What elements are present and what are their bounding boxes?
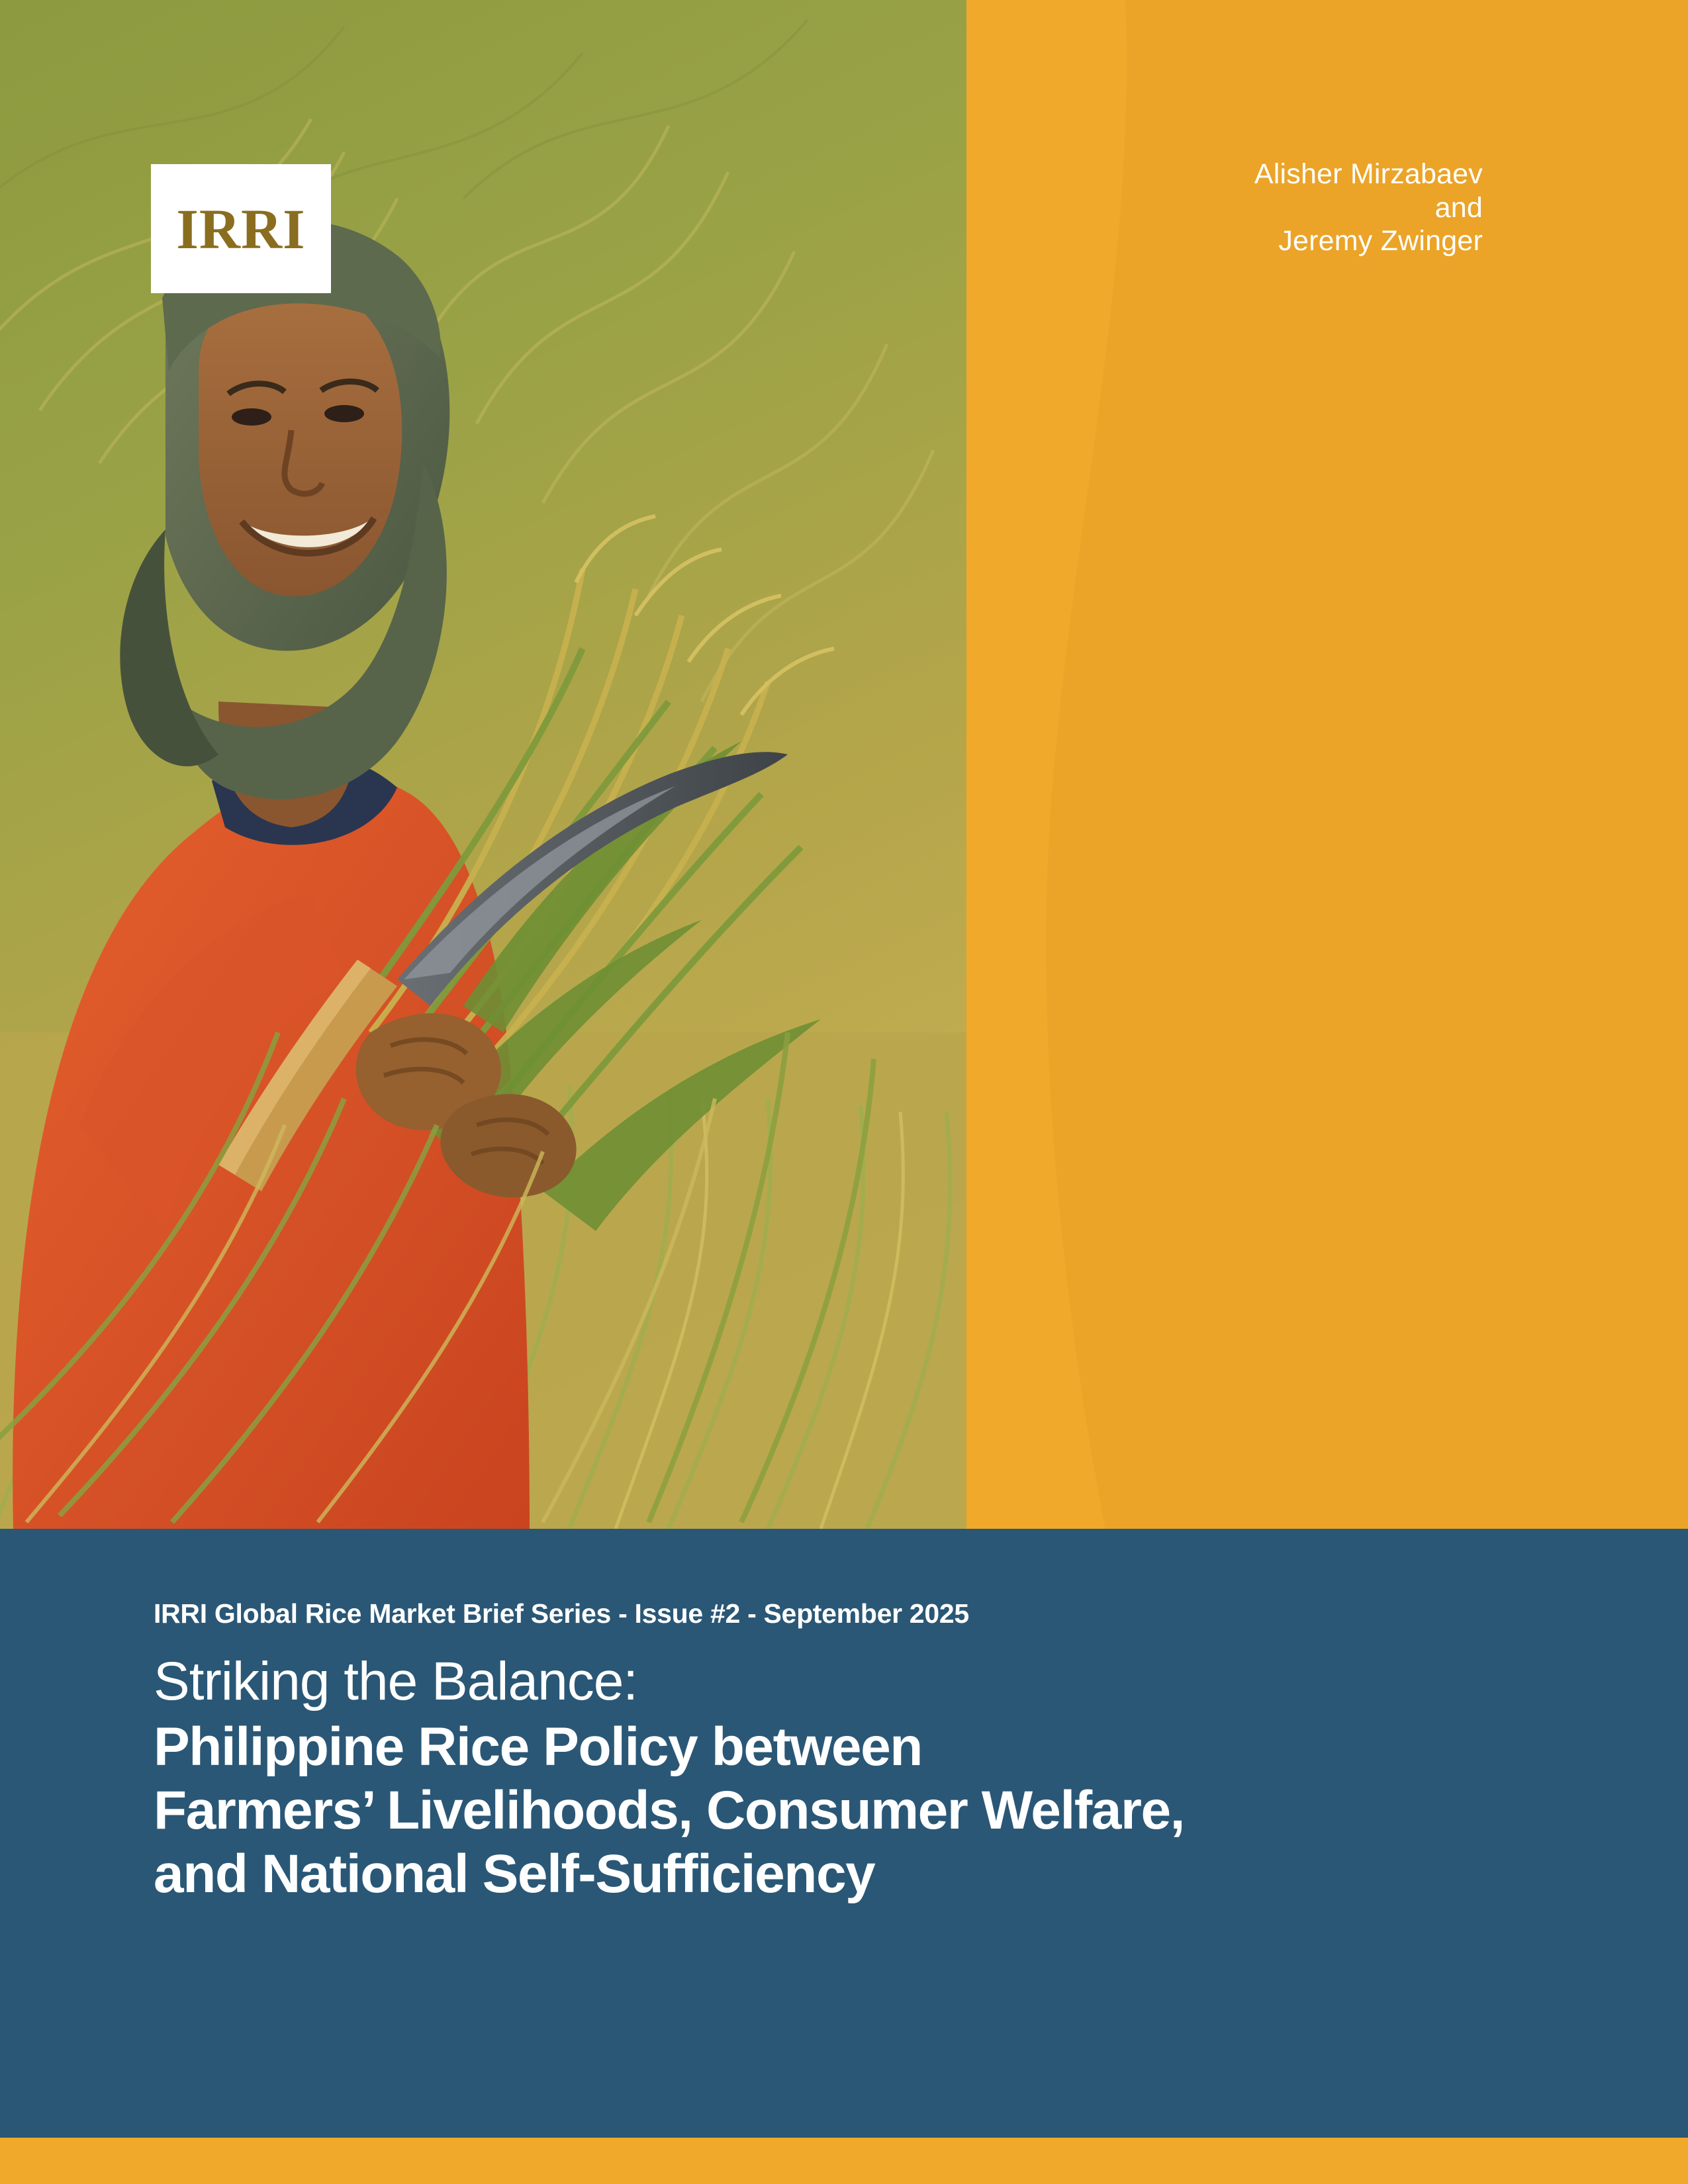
irri-logo <box>151 164 331 293</box>
footer-accent-strip <box>0 2138 1688 2184</box>
title-line-3: and National Self-Sufficiency <box>154 1843 875 1904</box>
title-line-subtitle: Striking the Balance: <box>154 1651 638 1711</box>
author-conjunction: and <box>1434 191 1483 224</box>
author-name-primary: Alisher Mirzabaev <box>1254 158 1483 190</box>
irri-logo-text: IRRI <box>176 197 306 261</box>
author-name-secondary: Jeremy Zwinger <box>1278 225 1483 257</box>
author-block <box>1254 158 1483 258</box>
farmer-photo <box>0 0 966 1529</box>
title-line-2: Farmers’ Livelihoods, Consumer Welfare, <box>154 1780 1185 1841</box>
cover-photo-container <box>0 0 966 1529</box>
series-label: IRRI Global Rice Market Brief Series - Issue #2 - September 2025 <box>154 1598 969 1629</box>
page-title <box>154 1715 1184 1906</box>
title-band <box>0 1529 1688 2138</box>
title-line-1: Philippine Rice Policy between <box>154 1717 922 1777</box>
